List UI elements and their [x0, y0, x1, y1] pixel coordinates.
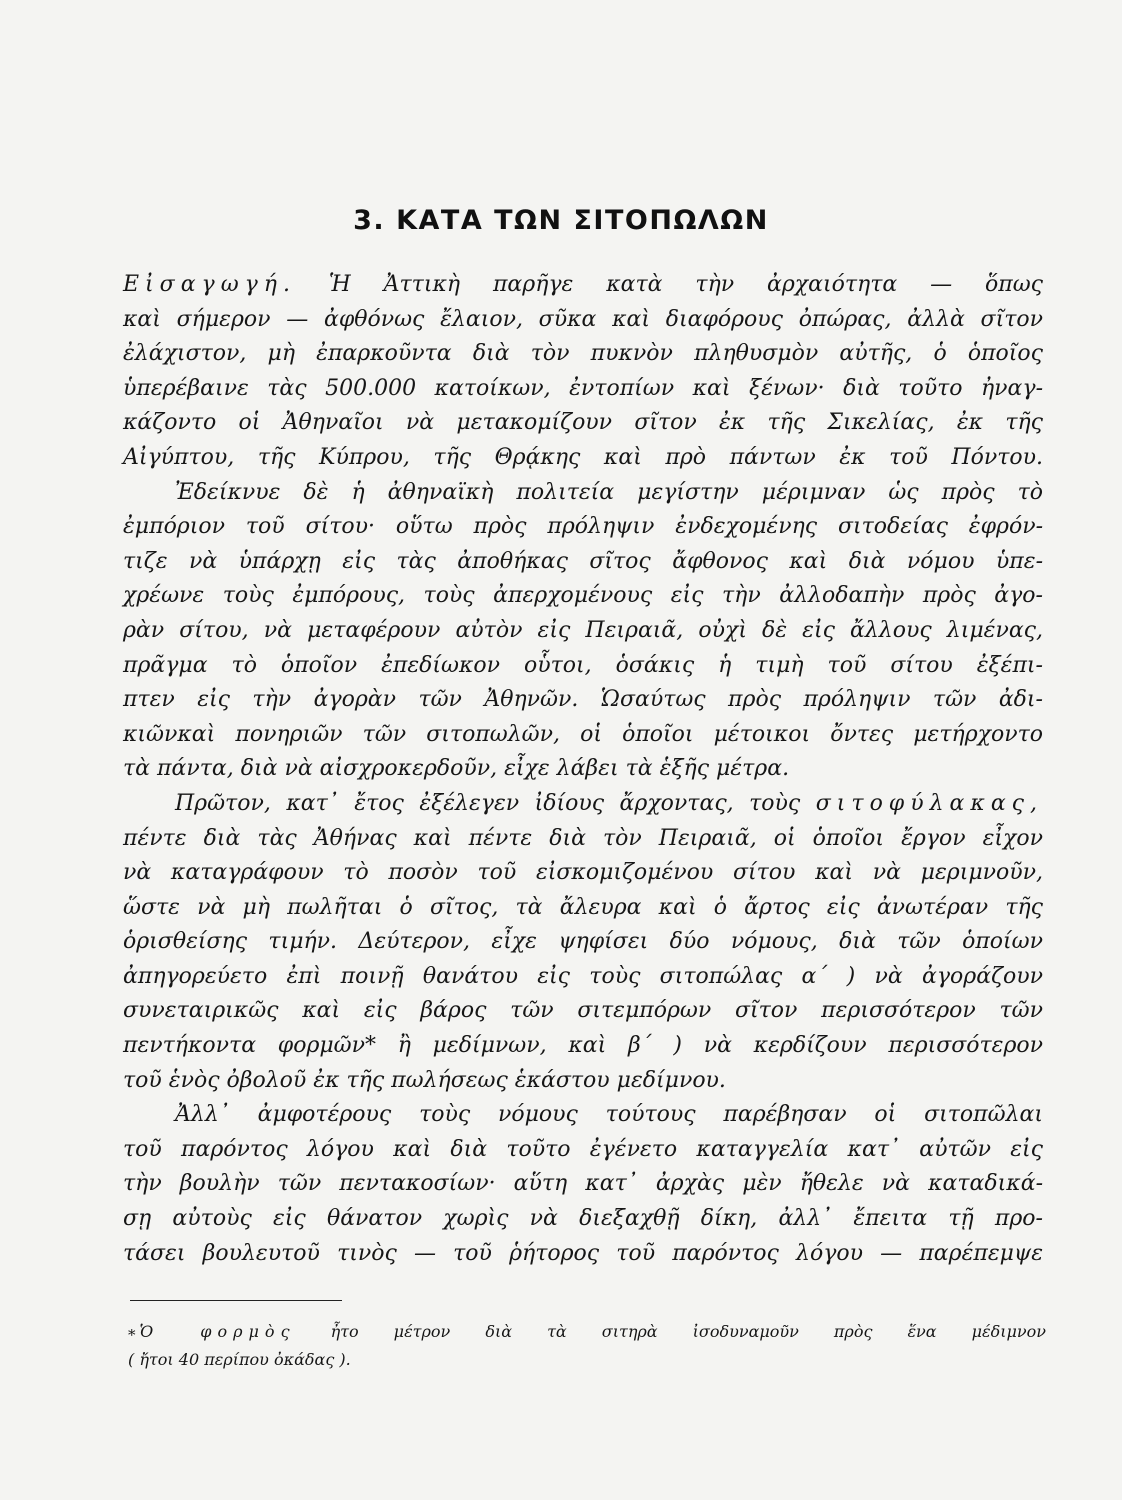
text-line: πεντήκοντα φορμῶν* ἢ μεδίμνων, καὶ β΄ ) νὰ κερδίζουν περισσότερον — [123, 1033, 1043, 1059]
footnote-line: ( ἤτοι 40 περίπου ὀκάδας ). — [128, 1350, 351, 1369]
sitophylakes-term: σιτοφύλακας, — [815, 790, 1043, 816]
text-line: Πρῶτον, κατ᾽ ἔτος ἐξέλεγεν ἰδίους ἄρχοντας, τοὺς σιτοφύλακας, — [175, 790, 1043, 816]
text-line: ἐλάχιστον, μὴ ἐπαρκοῦντα διὰ τὸν πυκνὸν πληθυσμὸν αὐτῆς, ὁ ὁποῖος — [123, 341, 1043, 367]
footnote-divider — [130, 1300, 342, 1301]
text-line: ρὰν σίτου, νὰ μεταφέρουν αὐτὸν εἰς Πειραιᾶ, οὐχὶ δὲ εἰς ἄλλους λιμένας, — [123, 617, 1043, 643]
text-line: ἐμπόριον τοῦ σίτου· οὕτω πρὸς πρόληψιν ἐνδεχομένης σιτοδείας ἐφρόν- — [123, 514, 1043, 540]
text-line: ὑπερέβαινε τὰς 500.000 κατοίκων, ἐντοπίων καὶ ξένων· διὰ τοῦτο ἠναγ- — [123, 375, 1043, 401]
footnote-mark: * — [128, 1326, 136, 1344]
text-line: Ἐδείκνυε δὲ ἡ ἀθηναϊκὴ πολιτεία μεγίστην μέριμναν ὡς πρὸς τὸ — [175, 479, 1043, 505]
footnote — [128, 1318, 1046, 1374]
text-line: τὰ πάντα, διὰ νὰ αἰσχροκερδοῦν, εἶχε λάβει τὰ ἑξῆς μέτρα. — [123, 756, 790, 782]
text-line: πρᾶγμα τὸ ὁποῖον ἐπεδίωκον οὗτοι, ὁσάκις ἡ τιμὴ τοῦ σίτου ἐξέπι- — [123, 652, 1043, 678]
main-text — [123, 268, 1043, 1271]
text-line: τάσει βουλευτοῦ τινὸς — τοῦ ῥήτορος τοῦ παρόντος λόγου — παρέπεμψε — [123, 1240, 1043, 1266]
text-line: σῃ αὐτοὺς εἰς θάνατον χωρὶς νὰ διεξαχθῇ δίκη, ἀλλ᾽ ἔπειτα τῇ προ- — [123, 1206, 1043, 1232]
text-line: τοῦ ἑνὸς ὀβολοῦ ἐκ τῆς πωλήσεως ἑκάστου μεδίμνου. — [123, 1067, 726, 1093]
text-line: καὶ σήμερον — ἀφθόνως ἔλαιον, σῦκα καὶ διαφόρους ὀπώρας, ἀλλὰ σῖτον — [123, 306, 1043, 332]
text-line: κάζοντο οἱ Ἀθηναῖοι νὰ μετακομίζουν σῖτον ἐκ τῆς Σικελίας, ἐκ τῆς — [123, 410, 1043, 436]
text-line: χρέωνε τοὺς ἐμπόρους, τοὺς ἀπερχομένους εἰς τὴν ἀλλοδαπὴν πρὸς ἀγο- — [123, 583, 1043, 609]
text-line: νὰ καταγράφουν τὸ ποσὸν τοῦ εἰσκομιζομένου σίτου καὶ νὰ μεριμνοῦν, — [123, 860, 1043, 886]
footnote-term: Ὁ φορμὸς — [139, 1322, 296, 1341]
chapter-title: 3. ΚΑΤΑ ΤΩΝ ΣΙΤΟΠΩΛΩΝ — [353, 205, 769, 236]
text-line: κιῶνκαὶ πονηριῶν τῶν σιτοπωλῶν, οἱ ὁποῖοι μέτοικοι ὄντες μετήρχοντο — [123, 721, 1043, 747]
footnote-line: * Ὁ φορμὸς ἦτο μέτρον διὰ τὰ σιτηρὰ ἰσοδυναμοῦν πρὸς ἕνα μέδιμνον — [128, 1322, 1046, 1344]
text-line: Αἰγύπτου, τῆς Κύπρου, τῆς Θρᾴκης καὶ πρὸ πάντων ἐκ τοῦ Πόντου. — [123, 444, 1043, 470]
text-line: ὁρισθείσης τιμήν. Δεύτερον, εἶχε ψηφίσει δύο νόμους, διὰ τῶν ὁποίων — [123, 929, 1043, 955]
text-line: Ἀλλ᾽ ἀμφοτέρους τοὺς νόμους τούτους παρέβησαν οἱ σιτοπῶλαι — [175, 1102, 1043, 1128]
text-line: ὥστε νὰ μὴ πωλῆται ὁ σῖτος, τὰ ἄλευρα καὶ ὁ ἄρτος εἰς ἀνωτέραν τῆς — [123, 894, 1043, 920]
text-line: Εἰσαγωγή. Ἡ Ἀττικὴ παρῆγε κατὰ τὴν ἀρχαιότητα — ὅπως — [123, 272, 1043, 297]
text-line: τὴν βουλὴν τῶν πεντακοσίων· αὕτη κατ᾽ ἀρχὰς μὲν ἤθελε νὰ καταδικά- — [123, 1171, 1043, 1197]
introduction-label: Εἰσαγωγή. — [123, 272, 296, 297]
text-line: τιζε νὰ ὑπάρχῃ εἰς τὰς ἀποθήκας σῖτος ἄφθονος καὶ διὰ νόμου ὑπε- — [123, 548, 1043, 574]
text-line: τοῦ παρόντος λόγου καὶ διὰ τοῦτο ἐγένετο καταγγελία κατ᾽ αὐτῶν εἰς — [123, 1136, 1043, 1162]
text-line: ἀπηγορεύετο ἐπὶ ποινῇ θανάτου εἰς τοὺς σιτοπώλας α΄ ) νὰ ἀγοράζουν — [123, 963, 1043, 989]
text-line: συνεταιρικῶς καὶ εἰς βάρος τῶν σιτεμπόρων σῖτον περισσότερον τῶν — [123, 998, 1043, 1024]
text-line: πέντε διὰ τὰς Ἀθήνας καὶ πέντε διὰ τὸν Πειραιᾶ, οἱ ὁποῖοι ἔργον εἶχον — [123, 825, 1043, 851]
text-line: πτεν εἰς τὴν ἀγορὰν τῶν Ἀθηνῶν. Ὡσαύτως πρὸς πρόληψιν τῶν ἀδι- — [123, 687, 1043, 713]
